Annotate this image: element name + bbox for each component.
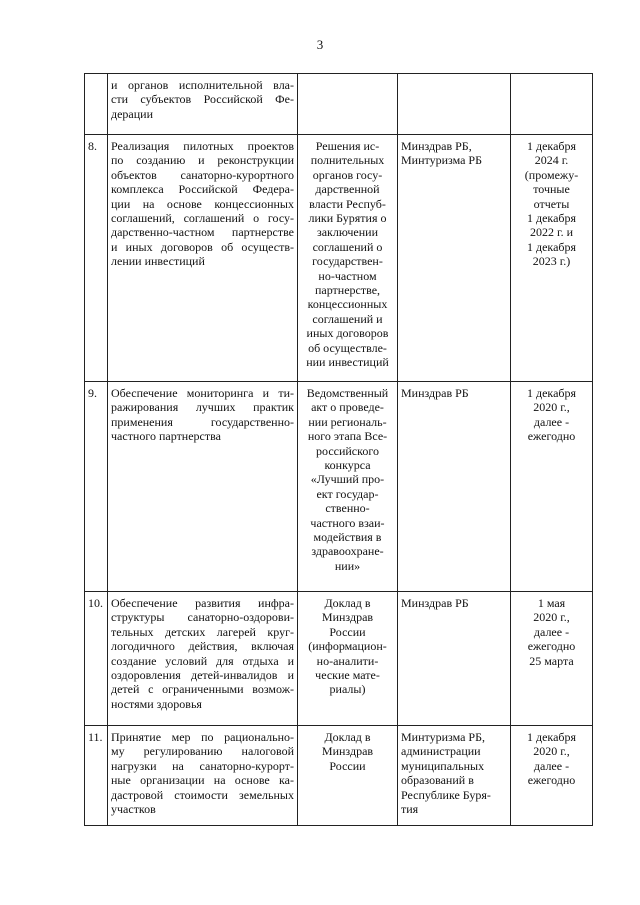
deadline-line: 1 декабря: [526, 211, 577, 226]
document-line: Минздрав: [321, 744, 374, 759]
measure-line: создание условий для отдыха и: [111, 653, 294, 668]
document-line: партнерстве,: [314, 283, 381, 298]
table-row: [85, 135, 593, 382]
measure-line: Обеспечение мониторинга и ти-: [111, 386, 294, 400]
cell-number: [85, 382, 108, 592]
measure-line: по созданию и реконструкции: [111, 153, 294, 168]
deadline-line: 2023 г.): [532, 254, 571, 269]
measures-table: [84, 73, 593, 826]
table-row: [85, 382, 593, 592]
document-line: риалы): [329, 682, 366, 697]
executor-line: Минздрав РБ,: [401, 139, 472, 153]
deadline-line: 1 декабря: [526, 239, 577, 254]
measure-line: структуры санаторно-оздорови-: [111, 610, 294, 625]
document-line: нии»: [334, 558, 361, 573]
executor-line: образований в: [401, 773, 474, 788]
cell-deadline: [511, 74, 593, 135]
executor-line: Минздрав РБ: [401, 596, 469, 610]
deadline-line: 2020 г.,: [533, 744, 570, 759]
deadline-line: отчеты: [533, 196, 570, 211]
deadline-line: ежегодно: [527, 429, 576, 444]
cell-deadline: [511, 382, 593, 592]
deadline-line: точные: [533, 182, 570, 197]
deadline-line: 25 марта: [529, 653, 574, 668]
cell-measure: [108, 382, 298, 592]
measure-line: соглашений, соглашений о госу-: [111, 211, 294, 226]
measure-line: Обеспечение развития инфра-: [111, 596, 294, 610]
document-line: конкурса: [324, 458, 371, 473]
table-row: [85, 74, 593, 135]
table-row: [85, 592, 593, 726]
deadline-line: ежегодно: [527, 639, 576, 654]
cell-measure: [108, 592, 298, 726]
measure-line: дерации: [111, 106, 154, 121]
cell-executor: [398, 592, 511, 726]
measure-line: и иных договоров об осуществ-: [111, 239, 294, 254]
measure-line: логодичного действия, включая: [111, 639, 294, 654]
document-line: акт о проведе-: [311, 400, 384, 415]
measure-line: тельных детских лагерей круг-: [111, 624, 294, 639]
cell-deadline: [511, 726, 593, 826]
document-line: здравоохране-: [311, 544, 384, 559]
document-line: модействия в: [313, 530, 382, 545]
cell-number: [85, 592, 108, 726]
document-line: (информацион-: [308, 639, 387, 654]
document-line: об осуществле-: [308, 340, 387, 355]
document-line: полнительных: [310, 153, 385, 168]
deadline-line: 2020 г.,: [533, 610, 570, 625]
cell-measure: [108, 726, 298, 826]
measure-line: сти субъектов Российской Фе-: [111, 92, 294, 107]
cell-executor: [398, 135, 511, 382]
document-line: нии региональ-: [308, 414, 387, 429]
deadline-line: 1 декабря: [526, 730, 577, 744]
cell-measure: [108, 135, 298, 382]
measure-line: ражирования лучших практик: [111, 400, 294, 415]
deadline-line: далее -: [533, 414, 570, 429]
document-line: Минздрав: [321, 610, 374, 625]
executor-line: Минтуризма РБ,: [401, 730, 485, 744]
executor-line: Республике Буря-: [401, 787, 491, 802]
document-line: нии инвестиций: [306, 355, 389, 370]
document-line: «Лучший про-: [310, 472, 385, 487]
document-line: Доклад в: [324, 596, 371, 610]
executor-line: Минтуризма РБ: [401, 153, 482, 168]
document-line: ственно-: [325, 501, 370, 516]
document-line: но-частном: [318, 268, 377, 283]
document-line: Доклад в: [324, 730, 371, 744]
cell-deadline: [511, 592, 593, 726]
measure-line: частного партнерства: [111, 429, 221, 444]
measure-line: дастровой стоимости земельных: [111, 787, 294, 802]
document-line: государствен-: [312, 254, 383, 269]
document-line: заключении: [316, 225, 379, 240]
deadline-line: (промежу-: [524, 167, 579, 182]
measure-line: лении инвестиций: [111, 254, 205, 269]
executor-line: муниципальных: [401, 758, 485, 773]
document-line: соглашений и: [312, 311, 383, 326]
row-number: 8.: [88, 139, 97, 153]
row-number: 10.: [88, 596, 103, 610]
executor-line: администрации: [401, 744, 481, 759]
measure-line: детей с ограниченными возмож-: [111, 682, 294, 697]
row-number: 9.: [88, 386, 97, 400]
cell-document: [298, 592, 398, 726]
document-line: лики Бурятия о: [308, 211, 387, 226]
document-line: дарственной: [315, 182, 380, 197]
page-number: 3: [316, 37, 324, 52]
document-line: частного взаи-: [310, 515, 385, 530]
executor-line: Минздрав РБ: [401, 386, 469, 400]
measure-line: дарственно-частном партнерстве: [111, 225, 294, 240]
document-line: ект государ-: [316, 486, 379, 501]
cell-document: [298, 726, 398, 826]
document-line: иных договоров: [306, 326, 389, 341]
document-line: Ведомственный: [306, 386, 389, 400]
deadline-line: далее -: [533, 758, 570, 773]
measure-line: Реализация пилотных проектов: [111, 139, 294, 153]
deadline-line: далее -: [533, 624, 570, 639]
document-line: России: [329, 624, 366, 639]
document-line: но-аналити-: [316, 653, 379, 668]
measure-line: Принятие мер по рационально-: [111, 730, 294, 744]
row-number: 11.: [88, 730, 103, 744]
cell-number: [85, 135, 108, 382]
document-line: Решения ис-: [315, 139, 380, 153]
deadline-line: ежегодно: [527, 773, 576, 788]
cell-number: [85, 74, 108, 135]
measure-line: ные организации на основе ка-: [111, 773, 294, 788]
deadline-line: 2020 г.,: [533, 400, 570, 415]
executor-line: тия: [401, 802, 419, 817]
document-line: соглашений о: [312, 239, 383, 254]
deadline-line: 1 декабря: [526, 386, 577, 400]
measure-line: и органов исполнительной вла-: [111, 78, 294, 92]
cell-document: [298, 74, 398, 135]
measure-line: ностями здоровья: [111, 696, 202, 711]
document-line: ного этапа Все-: [307, 429, 388, 444]
cell-measure: [108, 74, 298, 135]
document-line: российского: [316, 443, 379, 458]
cell-executor: [398, 726, 511, 826]
deadline-line: 2022 г. и: [530, 225, 573, 240]
measures-table-body: [85, 74, 593, 826]
measure-line: участков: [111, 802, 156, 817]
cell-number: [85, 726, 108, 826]
document-line: ческие мате-: [315, 668, 380, 683]
document-line: органов госу-: [312, 167, 383, 182]
cell-executor: [398, 74, 511, 135]
document-line: власти Респуб-: [309, 196, 386, 211]
document-line: России: [329, 758, 366, 773]
table-row: [85, 726, 593, 826]
cell-deadline: [511, 135, 593, 382]
deadline-line: 2024 г.: [534, 153, 569, 168]
cell-document: [298, 135, 398, 382]
deadline-line: 1 декабря: [526, 139, 577, 153]
measure-line: комплекса Российской Федера-: [111, 182, 294, 197]
measure-line: му регулированию налоговой: [111, 744, 294, 759]
measure-line: применения государственно-: [111, 414, 294, 429]
measure-line: оздоровления детей-инвалидов и: [111, 668, 294, 683]
document-line: концессионных: [307, 297, 388, 312]
deadline-line: 1 мая: [537, 596, 566, 610]
measure-line: ции на основе концессионных: [111, 196, 294, 211]
measure-line: нагрузки на санаторно-курорт-: [111, 758, 294, 773]
measure-line: объектов санаторно-курортного: [111, 167, 294, 182]
cell-document: [298, 382, 398, 592]
cell-executor: [398, 382, 511, 592]
